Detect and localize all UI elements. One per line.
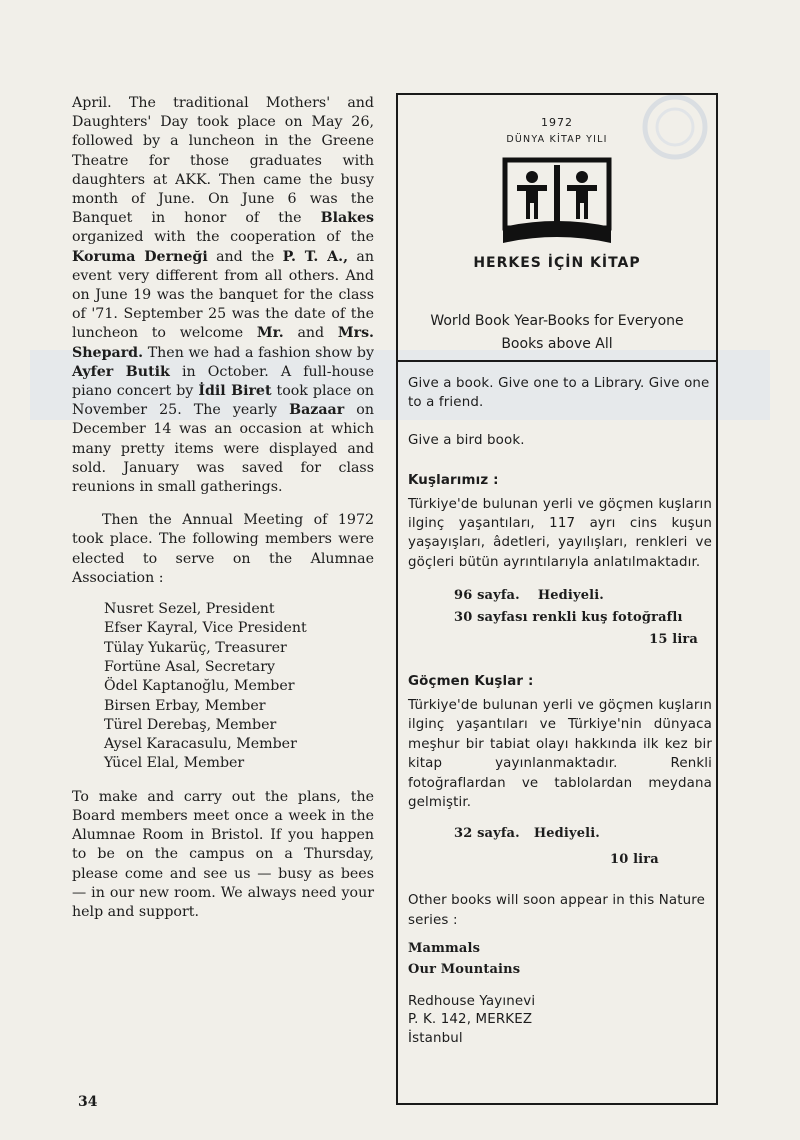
upcoming-titles: Mammals Our Mountains <box>408 940 521 977</box>
ad-year-label: DÜNYA KİTAP YILI <box>506 134 608 145</box>
article-paragraph-board: To make and carry out the plans, the Board members meet once a week in the Alumnae Room in Bristol. If you happen to be on the campus on a Thursday, please come and see us — busy as bees — in our new room. We always need your help and support. <box>72 788 374 920</box>
member-item: Fortüne Asal, Secretary <box>104 658 276 675</box>
book1-details: 96 sayfa. Hediyeli. 30 sayfası renkli kuş fotoğraflı 15 lira <box>408 586 712 649</box>
ad-year: 1972 <box>541 116 573 129</box>
member-item: Birsen Erbay, Member <box>104 697 266 714</box>
article-paragraph-annual-meeting: Then the Annual Meeting of 1972 took place. The following members were elected to serve on the Alumnae Association : <box>72 512 374 586</box>
book1-price: 15 lira <box>649 632 698 648</box>
member-item: Tülay Yukarüç, Treasurer <box>104 639 287 656</box>
member-item: Ödel Kaptanoğlu, Member <box>104 678 295 695</box>
member-item: Türel Derebaş, Member <box>104 716 277 733</box>
board-members-list <box>104 600 374 774</box>
ad-bird-line: Give a bird book. <box>408 432 525 448</box>
member-item: Efser Kayral, Vice President <box>104 620 307 637</box>
book1-title: Kuşlarımız : <box>408 473 499 489</box>
publisher-address: Redhouse Yayınevi P. K. 142, MERKEZ İstanbul <box>408 993 536 1046</box>
article-paragraph-events: April. The traditional Mothers' and Daughters' Day took place on May 26, followed by a luncheon in the Greene Theatre for those graduates with daughters at AKK. Then came the busy month of June. On June 6 was the Banquet in honor of the Blakes organized with the cooperation of the Koruma Derneği and the P. T. A., an event very different from all others. And on June 19 was the banquet for the class of '71. September 25 was the date of the luncheon to welcome Mr. and Mrs. Shepard. Then we had a fashion show by Ayfer Butik in October. A full-house piano concert by İdil Biret took place on November 25. The yearly Bazaar on December 14 was an occasion at which many pretty items were displayed and sold. January was saved for class reunions in small gatherings. <box>72 95 374 496</box>
member-item: Nusret Sezel, President <box>104 601 275 618</box>
book1-description: Türkiye'de bulunan yerli ve göçmen kuşların ilginç yaşantıları, 117 ayrı cins kuşun yaşayışları, âdetleri, yayılışları, renkleri ve göçleri bütün ayrıntılarıyla anlatılmaktadır. <box>408 496 712 570</box>
upcoming-books: Other books will soon appear in this Nature series : <box>408 893 706 928</box>
ad-body <box>408 374 712 1048</box>
ad-header <box>398 95 716 362</box>
campaign-subtitle: World Book Year-Books for Everyone Books above All <box>430 313 684 352</box>
member-item: Aysel Karacasulu, Member <box>104 736 297 753</box>
book-year-logo-icon <box>501 157 613 247</box>
ad-intro: Give a book. Give one to a Library. Give one to a friend. <box>408 376 710 411</box>
member-item: Yücel Elal, Member <box>104 755 245 772</box>
page-number: 34 <box>78 1094 98 1110</box>
article-column <box>72 94 374 922</box>
book-advertisement <box>396 93 718 1105</box>
campaign-title: HERKES İÇİN KİTAP <box>473 255 641 271</box>
book2-title: Göçmen Kuşlar : <box>408 674 534 690</box>
book2-price: 10 lira <box>610 851 659 867</box>
book2-description: Türkiye'de bulunan yerli ve göçmen kuşların ilginç yaşantıları ve Türkiye'nin dünyaca meşhur bir tabiat olayı hakkında ilk kez bir kitap yayınlanmaktadır. Renkli fotoğraflardan ve tablolardan meydana gelmiştir. <box>408 697 712 810</box>
book2-details: 32 sayfa. Hediyeli. 10 lira <box>408 824 712 869</box>
